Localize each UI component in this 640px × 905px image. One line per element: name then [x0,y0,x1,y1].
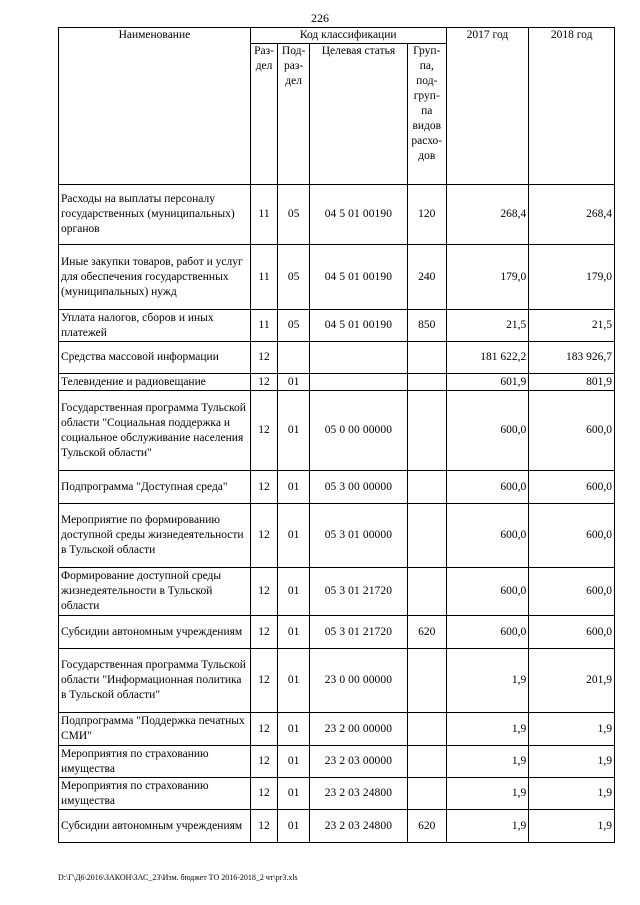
row-celevaya-statya [309,374,407,391]
row-gruppa: 620 [407,810,446,843]
row-razdel: 12 [250,374,278,391]
row-gruppa: 850 [407,310,446,342]
row-podrazdel: 05 [278,310,310,342]
header-celevaya-statya: Целевая статья [309,44,407,185]
table-row [59,374,615,391]
row-value-2018: 1,9 [529,713,615,746]
row-value-2017: 1,9 [446,778,529,810]
row-celevaya-statya: 05 0 00 00000 [309,391,407,471]
budget-table [58,27,615,843]
row-name: Подпрограмма "Доступная среда" [59,471,251,504]
row-value-2018: 801,9 [529,374,615,391]
row-name: Субсидии автономным учреждениям [59,810,251,843]
row-celevaya-statya: 05 3 01 00000 [309,504,407,568]
row-celevaya-statya: 04 5 01 00190 [309,245,407,310]
row-gruppa [407,568,446,616]
row-gruppa [407,649,446,713]
row-celevaya-statya: 05 3 00 00000 [309,471,407,504]
header-gruppa-vidov-rashodov: Груп- па, под- груп- па видов расхо- дов [407,44,446,185]
row-celevaya-statya: 23 2 03 00000 [309,746,407,778]
row-name: Подпрограмма "Поддержка печатных СМИ" [59,713,251,746]
row-podrazdel: 01 [278,391,310,471]
row-celevaya-statya: 23 2 03 24800 [309,778,407,810]
row-razdel: 11 [250,245,278,310]
row-name: Государственная программа Тульской области "Социальная поддержка и социальное обслуживание населения Тульской области" [59,391,251,471]
row-value-2018: 600,0 [529,616,615,649]
row-value-2018: 600,0 [529,504,615,568]
row-gruppa: 120 [407,185,446,245]
row-razdel: 12 [250,713,278,746]
row-razdel: 12 [250,810,278,843]
row-value-2018: 600,0 [529,471,615,504]
row-celevaya-statya: 23 2 00 00000 [309,713,407,746]
table-row [59,185,615,245]
row-gruppa [407,504,446,568]
row-name: Телевидение и радиовещание [59,374,251,391]
row-gruppa: 240 [407,245,446,310]
row-razdel: 11 [250,310,278,342]
row-gruppa [407,778,446,810]
page-number: 226 [311,11,329,25]
row-podrazdel: 05 [278,185,310,245]
table-row [59,810,615,843]
header-name: Наименование [59,28,251,185]
row-podrazdel: 01 [278,471,310,504]
row-razdel: 12 [250,391,278,471]
row-value-2017: 1,9 [446,649,529,713]
header-razdel: Раз- дел [250,44,278,185]
row-value-2017: 600,0 [446,391,529,471]
row-value-2018: 1,9 [529,810,615,843]
table-row [59,746,615,778]
row-value-2017: 268,4 [446,185,529,245]
row-value-2018: 600,0 [529,568,615,616]
row-value-2017: 600,0 [446,616,529,649]
row-gruppa [407,746,446,778]
row-name: Расходы на выплаты персоналу государственных (муниципальных) органов [59,185,251,245]
row-value-2017: 1,9 [446,713,529,746]
row-celevaya-statya: 23 0 00 00000 [309,649,407,713]
row-podrazdel: 01 [278,713,310,746]
row-name: Средства массовой информации [59,342,251,374]
row-value-2017: 600,0 [446,504,529,568]
row-razdel: 12 [250,342,278,374]
row-name: Государственная программа Тульской области "Информационная политика в Тульской области" [59,649,251,713]
table-row [59,778,615,810]
row-podrazdel: 01 [278,374,310,391]
row-podrazdel: 01 [278,778,310,810]
row-gruppa [407,713,446,746]
row-celevaya-statya: 05 3 01 21720 [309,568,407,616]
row-razdel: 12 [250,471,278,504]
row-value-2018: 600,0 [529,391,615,471]
row-razdel: 11 [250,185,278,245]
row-podrazdel: 01 [278,746,310,778]
table-row [59,342,615,374]
row-podrazdel: 01 [278,568,310,616]
row-value-2017: 600,0 [446,568,529,616]
row-razdel: 12 [250,649,278,713]
row-value-2018: 1,9 [529,778,615,810]
row-value-2017: 601,9 [446,374,529,391]
table-row [59,310,615,342]
row-value-2017: 181 622,2 [446,342,529,374]
row-value-2017: 600,0 [446,471,529,504]
table-row [59,504,615,568]
header-year-2018: 2018 год [529,28,615,185]
table-row [59,471,615,504]
row-celevaya-statya: 04 5 01 00190 [309,185,407,245]
row-razdel: 12 [250,778,278,810]
row-name: Мероприятие по формированию доступной среды жизнедеятельности в Тульской области [59,504,251,568]
row-razdel: 12 [250,746,278,778]
row-razdel: 12 [250,568,278,616]
row-gruppa [407,374,446,391]
row-value-2017: 1,9 [446,746,529,778]
table-row [59,616,615,649]
table-row [59,245,615,310]
row-name: Формирование доступной среды жизнедеятельности в Тульской области [59,568,251,616]
row-podrazdel: 05 [278,245,310,310]
row-celevaya-statya: 04 5 01 00190 [309,310,407,342]
row-value-2018: 183 926,7 [529,342,615,374]
table-row [59,649,615,713]
row-name: Иные закупки товаров, работ и услуг для обеспечения государственных (муниципальных) нужд [59,245,251,310]
row-celevaya-statya: 23 2 03 24800 [309,810,407,843]
row-razdel: 12 [250,504,278,568]
row-value-2017: 21,5 [446,310,529,342]
row-name: Субсидии автономным учреждениям [59,616,251,649]
row-value-2018: 268,4 [529,185,615,245]
row-name: Уплата налогов, сборов и иных платежей [59,310,251,342]
row-value-2017: 1,9 [446,810,529,843]
header-code-classification: Код классификации [250,28,446,44]
row-gruppa: 620 [407,616,446,649]
row-podrazdel: 01 [278,810,310,843]
row-gruppa [407,342,446,374]
row-celevaya-statya [309,342,407,374]
row-gruppa [407,471,446,504]
row-name: Мероприятия по страхованию имущества [59,778,251,810]
row-podrazdel [278,342,310,374]
row-podrazdel: 01 [278,649,310,713]
table-row [59,713,615,746]
header-year-2017: 2017 год [446,28,529,185]
row-podrazdel: 01 [278,504,310,568]
table-row [59,568,615,616]
row-value-2017: 179,0 [446,245,529,310]
table-row [59,391,615,471]
row-razdel: 12 [250,616,278,649]
row-podrazdel: 01 [278,616,310,649]
row-celevaya-statya: 05 3 01 21720 [309,616,407,649]
row-value-2018: 179,0 [529,245,615,310]
file-path-footer: D:\Г\Д6\2016\ЗАКОН\ЗАС_23\Изм. бюджет ТО 2016-2018_2 чт\рr3.xls [58,873,298,882]
row-gruppa [407,391,446,471]
row-value-2018: 21,5 [529,310,615,342]
header-podrazdel: Под- раз- дел [278,44,310,185]
table-header-row [59,28,615,44]
row-name: Мероприятия по страхованию имущества [59,746,251,778]
row-value-2018: 201,9 [529,649,615,713]
row-value-2018: 1,9 [529,746,615,778]
